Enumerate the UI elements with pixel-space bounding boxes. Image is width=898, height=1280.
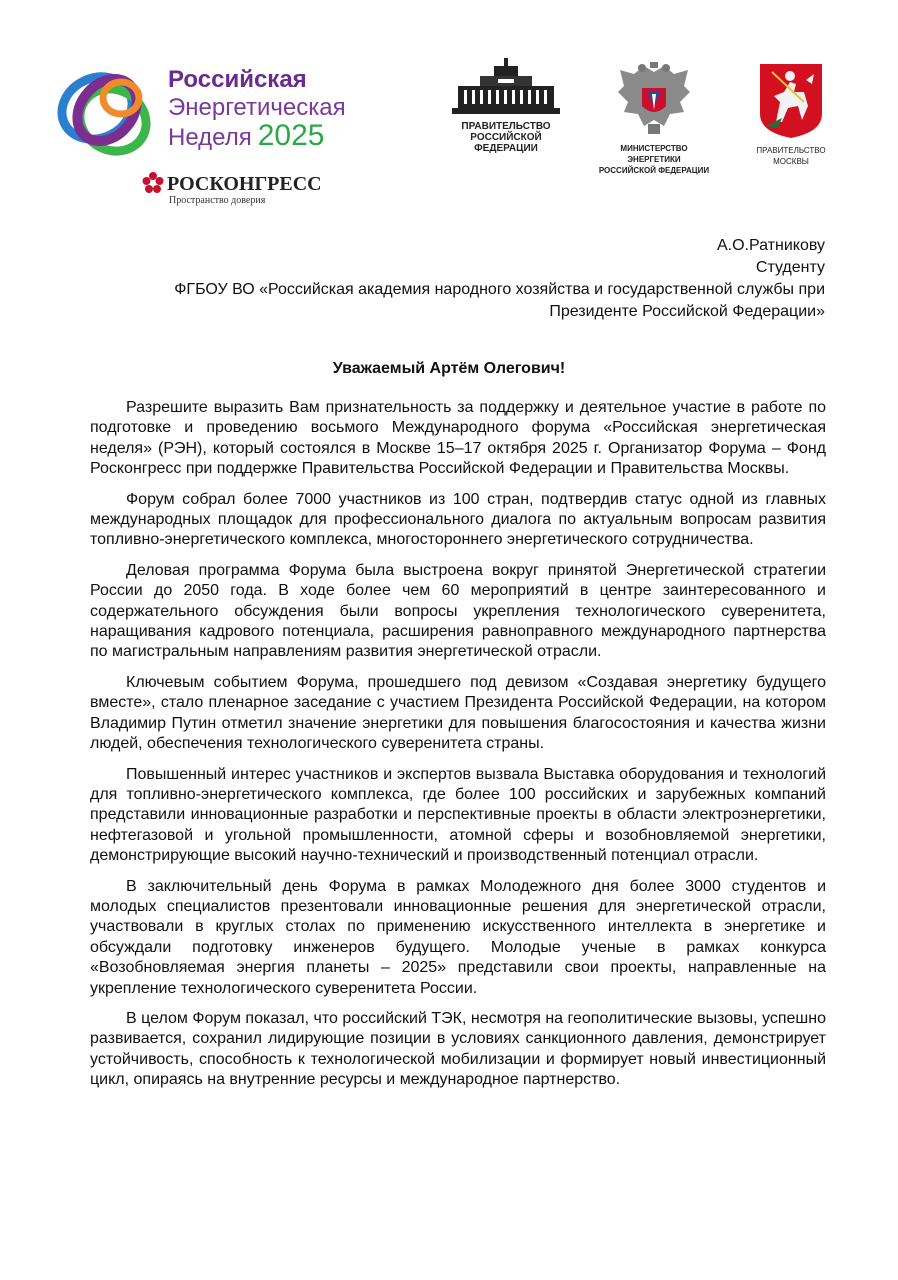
ministry-caption-1: МИНИСТЕРСТВО ЭНЕРГЕТИКИ <box>620 144 688 164</box>
letter-paragraph-4: Ключевым событием Форума, прошедшего под девизом «Создавая энергетику будущего вместе», стало пленарное заседание с участием Президента Российской Федерации, на котором Владимир Путин отметил значение энергетики для повышения благосостояния и качества жизни людей, обеспечения технологического суверенитета страны. <box>90 673 826 753</box>
ministry-emblem <box>596 62 712 176</box>
double-eagle-icon <box>614 62 694 138</box>
addressee-role: Студенту <box>755 259 825 276</box>
ren-logo <box>55 58 365 170</box>
letter-paragraph-7: В целом Форум показал, что российский ТЭК, несмотря на геополитические вызовы, успешно развивается, сохранил лидирующие позиции в условиях санкционного давления, демонстрирует устойчивость, способность к технологической мобилизации и формирует новый инвестиционный цикл, опираясь на внутренние ресурсы и международное партнерство. <box>90 1009 826 1089</box>
ren-year: 2025 <box>257 119 325 152</box>
letter-paragraph-5: Повышенный интерес участников и экспертов вызвала Выставка оборудования и технологий для топливно-энергетического комплекса, где более 100 российских и зарубежных компаний представили инновационные разработки и перспективные проекты в области электроэнергетики, нефтегазовой и угольной промышленности, атомной сферы и возобновляемой энергетики, демонстрирующие высокий научно-технический и производственный потенциал отрасли. <box>90 765 826 865</box>
letter-paragraph-1: Разрешите выразить Вам признательность за поддержку и деятельное участие в работе по подготовке и проведению восьмого Международного форума «Российская энергетическая неделя» (РЭН), который состоялся в Москве 15–17 октября 2025 г. Организатор Форума – Фонд Росконгресс при поддержке Правительства Российской Федерации и Правительства Москвы. <box>90 399 826 478</box>
addressee-org-line2: Президенте Российской Федерации» <box>549 303 825 320</box>
addressee-block <box>174 235 825 323</box>
ren-title-line1: Российская <box>168 66 307 93</box>
roscongress-tagline: Пространство доверия <box>169 195 266 206</box>
ren-title-line2: Энергетическая <box>168 94 346 121</box>
ministry-caption-2: РОССИЙСКОЙ ФЕДЕРАЦИИ <box>598 166 710 175</box>
moscow-emblem <box>744 62 838 167</box>
moscow-coat-of-arms-icon <box>756 62 826 140</box>
letter-paragraph-2: Форум собрал более 7000 участников из 100 стран, подтвердив статус одной из главных международных площадок для профессионального диалога по актуальным вопросам развития топливно-энергетического комплекса, многостороннего энергетического сотрудничества. <box>90 490 826 549</box>
letter-greeting: Уважаемый Артём Олегович! <box>332 360 566 377</box>
addressee-org-line1: ФГБОУ ВО «Российская академия народного хозяйства и государственной службы при <box>174 281 825 298</box>
government-emblem <box>448 58 564 154</box>
roscongress-logo <box>142 172 342 212</box>
addressee-name: А.О.Ратникову <box>716 237 825 254</box>
letter-paragraph-6: В заключительный день Форума в рамках Молодежного дня более 3000 студентов и молодых специалистов презентовали инновационные решения для энергетической отрасли, участвовали в круглых столах по применению искусственного интеллекта в энергетике и обсуждали подготовку инженеров будущего. Молодые ученые в рамках конкурса «Возобновляемая энергия планеты – 2025» представили свои проекты, направленные на укрепление технологического суверенитета России. <box>90 877 826 997</box>
letter-body <box>90 398 826 1101</box>
moscow-caption: ПРАВИТЕЛЬСТВО МОСКВЫ <box>756 146 826 166</box>
ren-title-line3: Неделя <box>168 124 252 151</box>
government-caption-3: ФЕДЕРАЦИИ <box>474 143 538 154</box>
government-building-icon <box>450 58 562 116</box>
roscongress-name: РОСКОНГРЕСС <box>167 173 322 195</box>
letter-paragraph-3: Деловая программа Форума была выстроена вокруг принятой Энергетической стратегии России до 2050 года. В ходе более чем 60 мероприятий в центре заинтересованного и содержательного обсуждения были вопросы укрепления технологического суверенитета, наращивания кадрового потенциала, расширения равноправного международного партнерства по магистральным направлениям развития энергетической отрасли. <box>90 561 826 661</box>
ren-rings-icon <box>55 58 167 170</box>
government-caption-1: ПРАВИТЕЛЬСТВО <box>461 121 551 132</box>
government-caption-2: РОССИЙСКОЙ <box>470 132 542 143</box>
roscongress-flower-icon <box>142 172 164 194</box>
